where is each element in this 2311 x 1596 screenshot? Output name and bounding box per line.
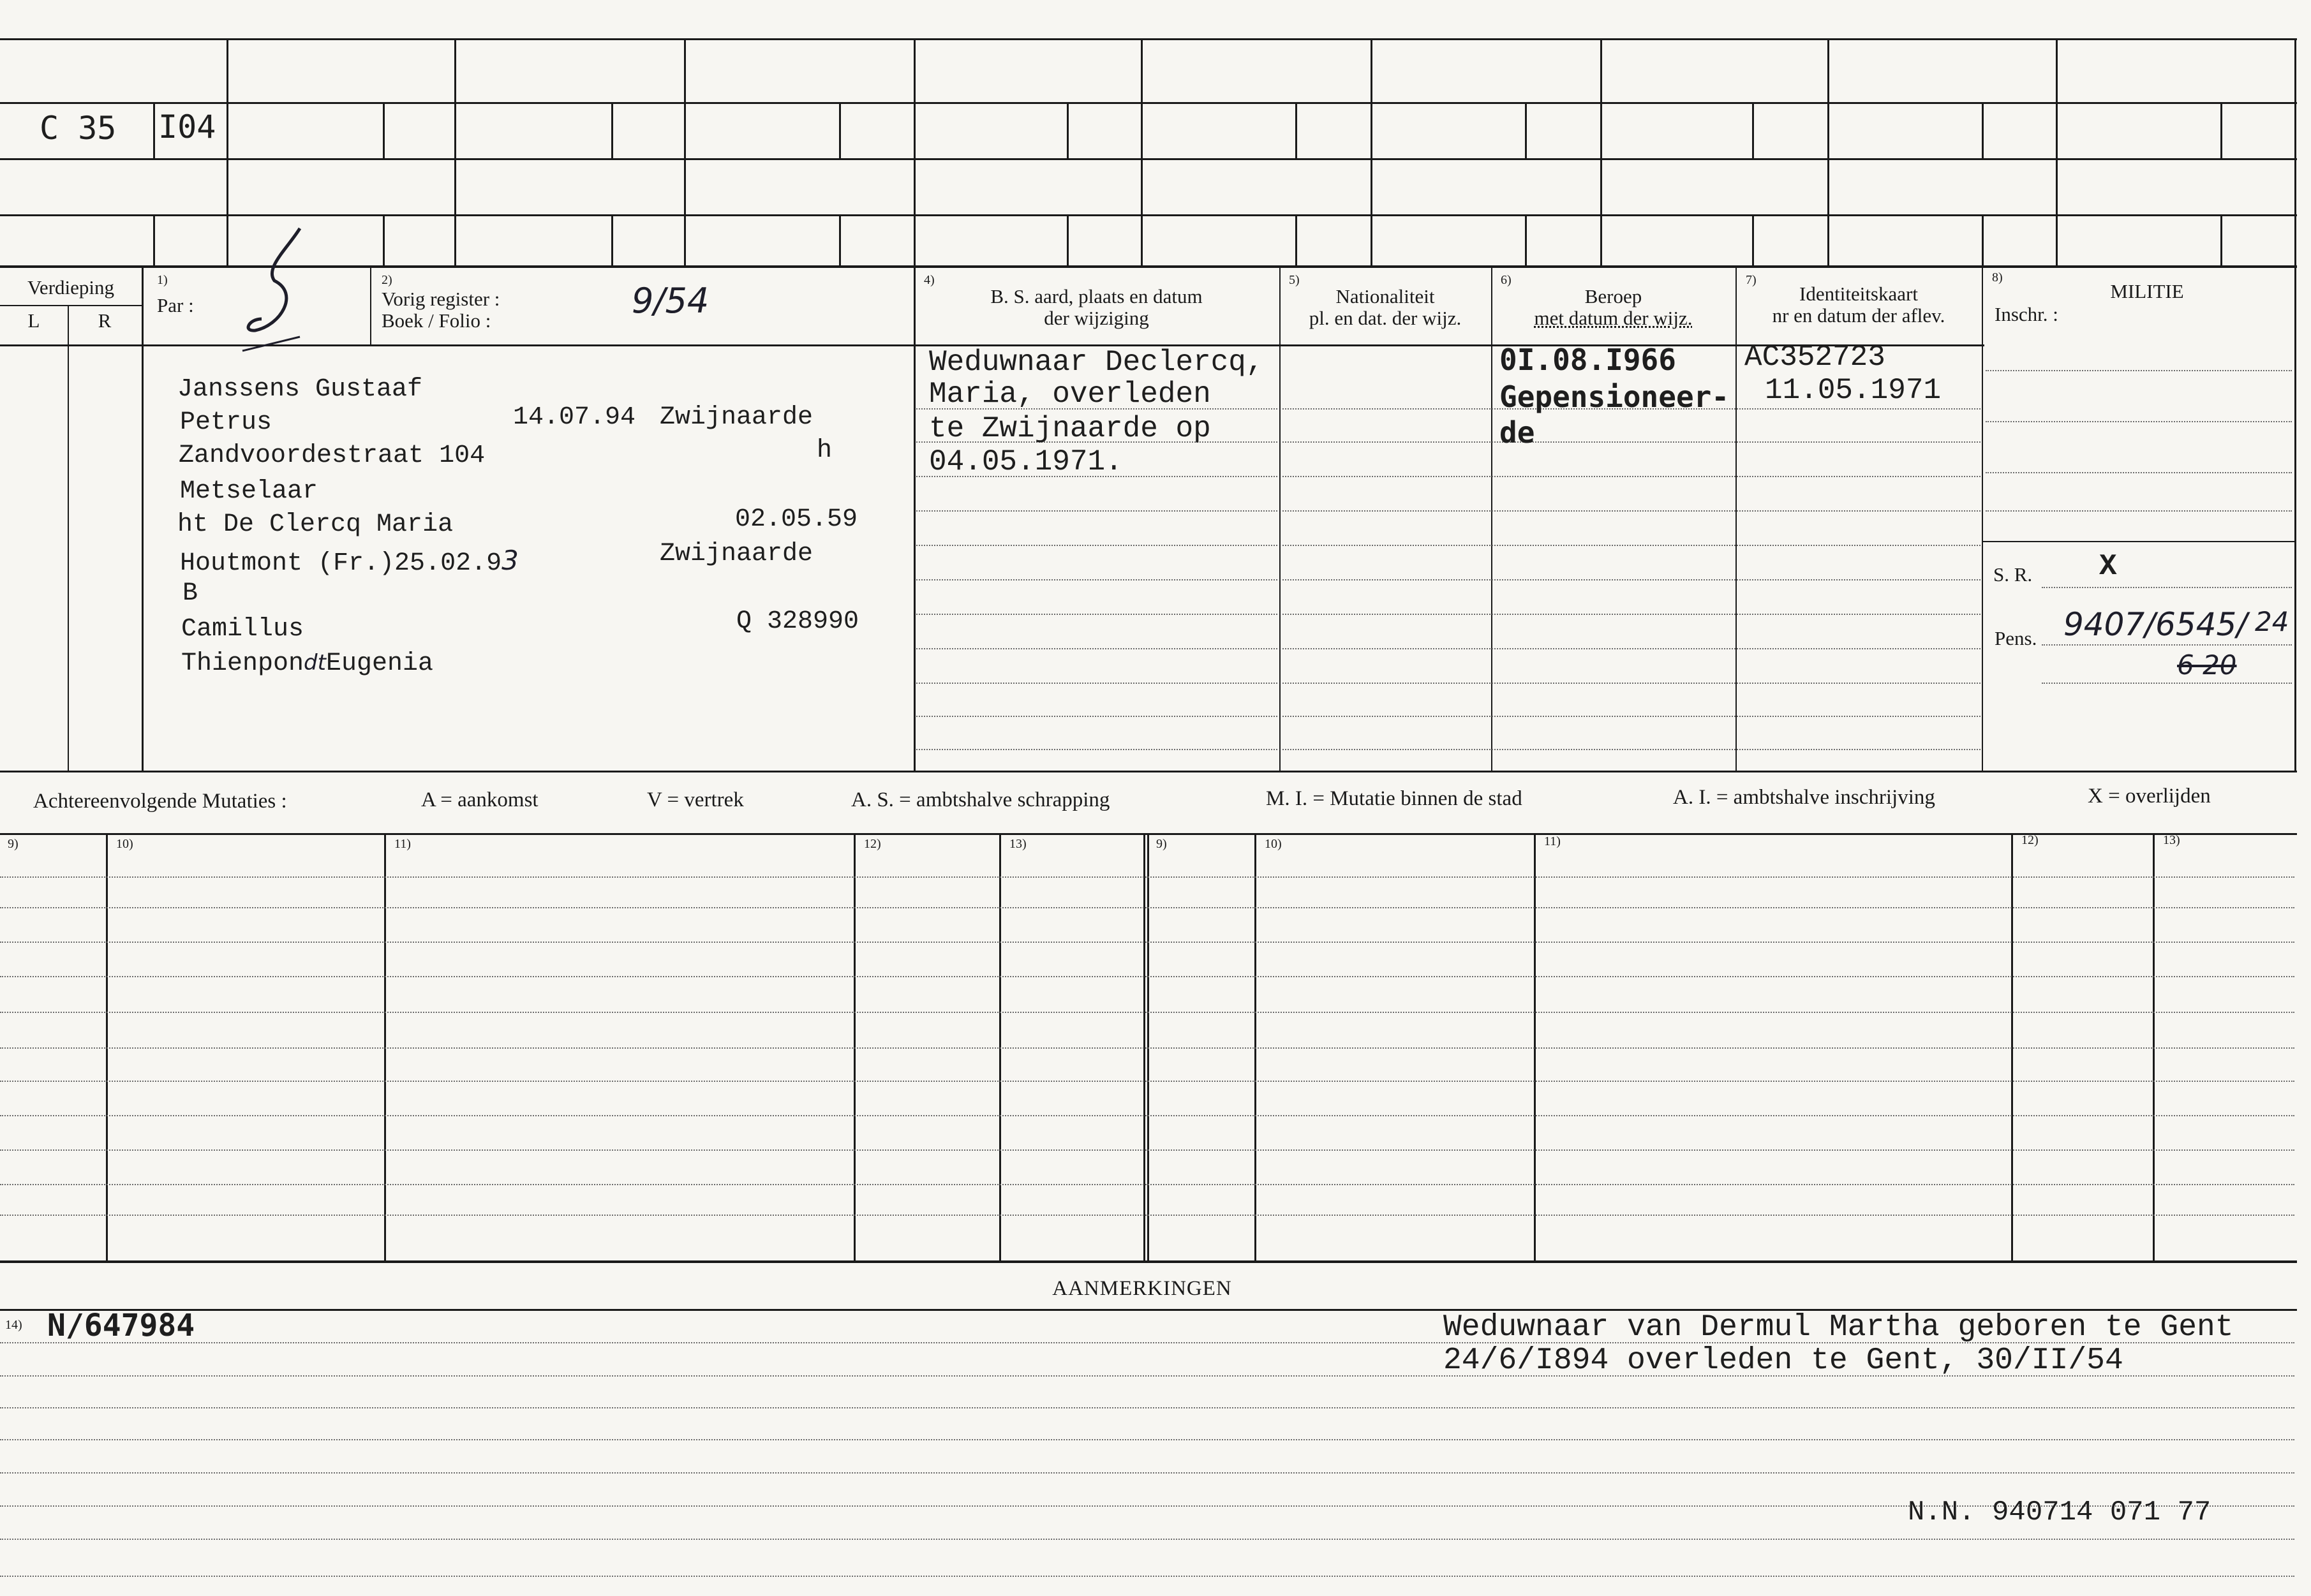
mutaties-label: Achtereenvolgende Mutaties : xyxy=(33,790,287,813)
legend-vertrek: V = vertrek xyxy=(647,788,744,811)
beroep-header: Beroep xyxy=(1584,285,1642,307)
sr-label: S. R. xyxy=(1993,563,2033,586)
boek-folio-label: Boek / Folio : xyxy=(382,309,491,332)
spouse-birth-text: Houtmont (Fr.)25.02.9 xyxy=(180,549,502,578)
col1-number: 1) xyxy=(157,273,168,287)
legend-inschrijving: A. I. = ambtshalve inschrijving xyxy=(1673,786,1935,809)
section-code: C 35 xyxy=(40,110,117,147)
col5-number: 5) xyxy=(1289,273,1300,287)
address: Zandvoordestraat 104 xyxy=(179,441,486,470)
mother-name-part1: Thienpon xyxy=(181,649,304,678)
occupation: Metselaar xyxy=(180,477,318,506)
mut-right-col12: 12) xyxy=(2021,833,2039,847)
col7-number: 7) xyxy=(1746,273,1757,287)
right-header: R xyxy=(98,309,112,332)
col4-number: 4) xyxy=(924,273,935,287)
mut-left-col9: 9) xyxy=(8,837,19,851)
legend-aankomst: A = aankomst xyxy=(421,788,539,811)
mut-left-col11: 11) xyxy=(394,837,411,851)
note-line1: Weduwnaar van Dermul Martha geboren te Gent xyxy=(1443,1310,2234,1345)
beroep-line2: Gepensioneer- xyxy=(1499,380,1730,414)
mut-left-col12: 12) xyxy=(864,837,881,851)
national-number: N.N. 940714 071 77 xyxy=(1908,1496,2211,1528)
birth-place: Zwijnaarde xyxy=(660,403,814,432)
birth-date: 14.07.94 xyxy=(513,403,636,432)
spouse-birth xyxy=(180,543,519,581)
pens-value: 9407/6545/ xyxy=(2063,606,2248,643)
person-line2: Petrus xyxy=(180,408,272,437)
mut-right-col9: 9) xyxy=(1156,837,1167,851)
bs-line3: te Zwijnaarde op xyxy=(929,412,1211,445)
beroep-line3: de xyxy=(1499,415,1535,450)
mother-name-part2: Eugenia xyxy=(325,649,433,678)
beroep-subheader: met datum der wijz. xyxy=(1534,307,1693,329)
bs-line2: Maria, overleden xyxy=(929,378,1211,411)
mut-right-col11: 11) xyxy=(1544,834,1561,848)
beroep-date: 0I.08.I966 xyxy=(1499,343,1676,377)
inschr-label: Inschr. : xyxy=(1995,303,2058,325)
address-mark: h xyxy=(817,436,833,465)
bs-header-line1: B. S. aard, plaats en datum xyxy=(990,285,1203,307)
sr-value: X xyxy=(2099,550,2117,583)
national-code: N/647984 xyxy=(47,1308,195,1343)
house-number: I04 xyxy=(158,108,216,145)
bs-line1: Weduwnaar Declercq, xyxy=(929,346,1264,379)
mother-name-correction: dt xyxy=(304,650,326,676)
spouse-birth-place: Zwijnaarde xyxy=(660,540,814,568)
mut-right-col13: 13) xyxy=(2163,833,2180,847)
legend-overlijden: X = overlijden xyxy=(2088,785,2211,808)
identiteitskaart-subheader: nr en datum der aflev. xyxy=(1772,304,1945,327)
nationaliteit-subheader: pl. en dat. der wijz. xyxy=(1309,307,1462,329)
identiteitskaart-header: Identiteitskaart xyxy=(1799,283,1918,305)
aanmerkingen-title: AANMERKINGEN xyxy=(1052,1277,1232,1300)
aanmerkingen-number: 14) xyxy=(5,1318,22,1332)
legend-mutatie: M. I. = Mutatie binnen de stad xyxy=(1266,787,1522,810)
spouse: ht De Clercq Maria xyxy=(177,510,454,539)
par-label: Par : xyxy=(157,294,194,316)
bs-header-line2: der wijziging xyxy=(1044,307,1149,329)
note-line2: 24/6/I894 overleden te Gent, 30/II/54 xyxy=(1443,1343,2123,1378)
bs-line4: 04.05.1971. xyxy=(929,445,1123,478)
id-card-number: AC352723 xyxy=(1744,341,1885,374)
spouse-birth-correction: 3 xyxy=(502,545,519,576)
legend-schrapping: A. S. = ambtshalve schrapping xyxy=(851,788,1110,811)
vorig-register-label: Vorig register : xyxy=(382,288,500,310)
reference-code: Q 328990 xyxy=(736,607,859,636)
pens-struck-value: 6 20 xyxy=(2177,649,2237,681)
marriage-date: 02.05.59 xyxy=(735,505,858,534)
left-header: L xyxy=(27,309,40,332)
par-handwritten-mark xyxy=(204,223,313,357)
mut-left-col10: 10) xyxy=(116,837,133,851)
verdieping-header: Verdieping xyxy=(27,276,115,299)
pens-mark: 24 xyxy=(2255,606,2289,637)
id-card-date: 11.05.1971 xyxy=(1765,374,1942,407)
col2-number: 2) xyxy=(382,273,392,287)
militie-header: MILITIE xyxy=(2110,280,2184,302)
col8-number: 8) xyxy=(1992,270,2003,284)
person-line1: Janssens Gustaaf xyxy=(177,375,423,404)
pens-label: Pens. xyxy=(1995,627,2037,649)
mut-right-col10: 10) xyxy=(1265,837,1282,851)
vorig-register-value: 9/54 xyxy=(632,281,710,321)
mother-name xyxy=(181,646,433,681)
person-line7: B xyxy=(182,579,198,608)
nationaliteit-header: Nationaliteit xyxy=(1335,285,1435,307)
father-name: Camillus xyxy=(181,615,304,644)
mut-left-col13: 13) xyxy=(1009,837,1027,851)
col6-number: 6) xyxy=(1501,273,1512,287)
